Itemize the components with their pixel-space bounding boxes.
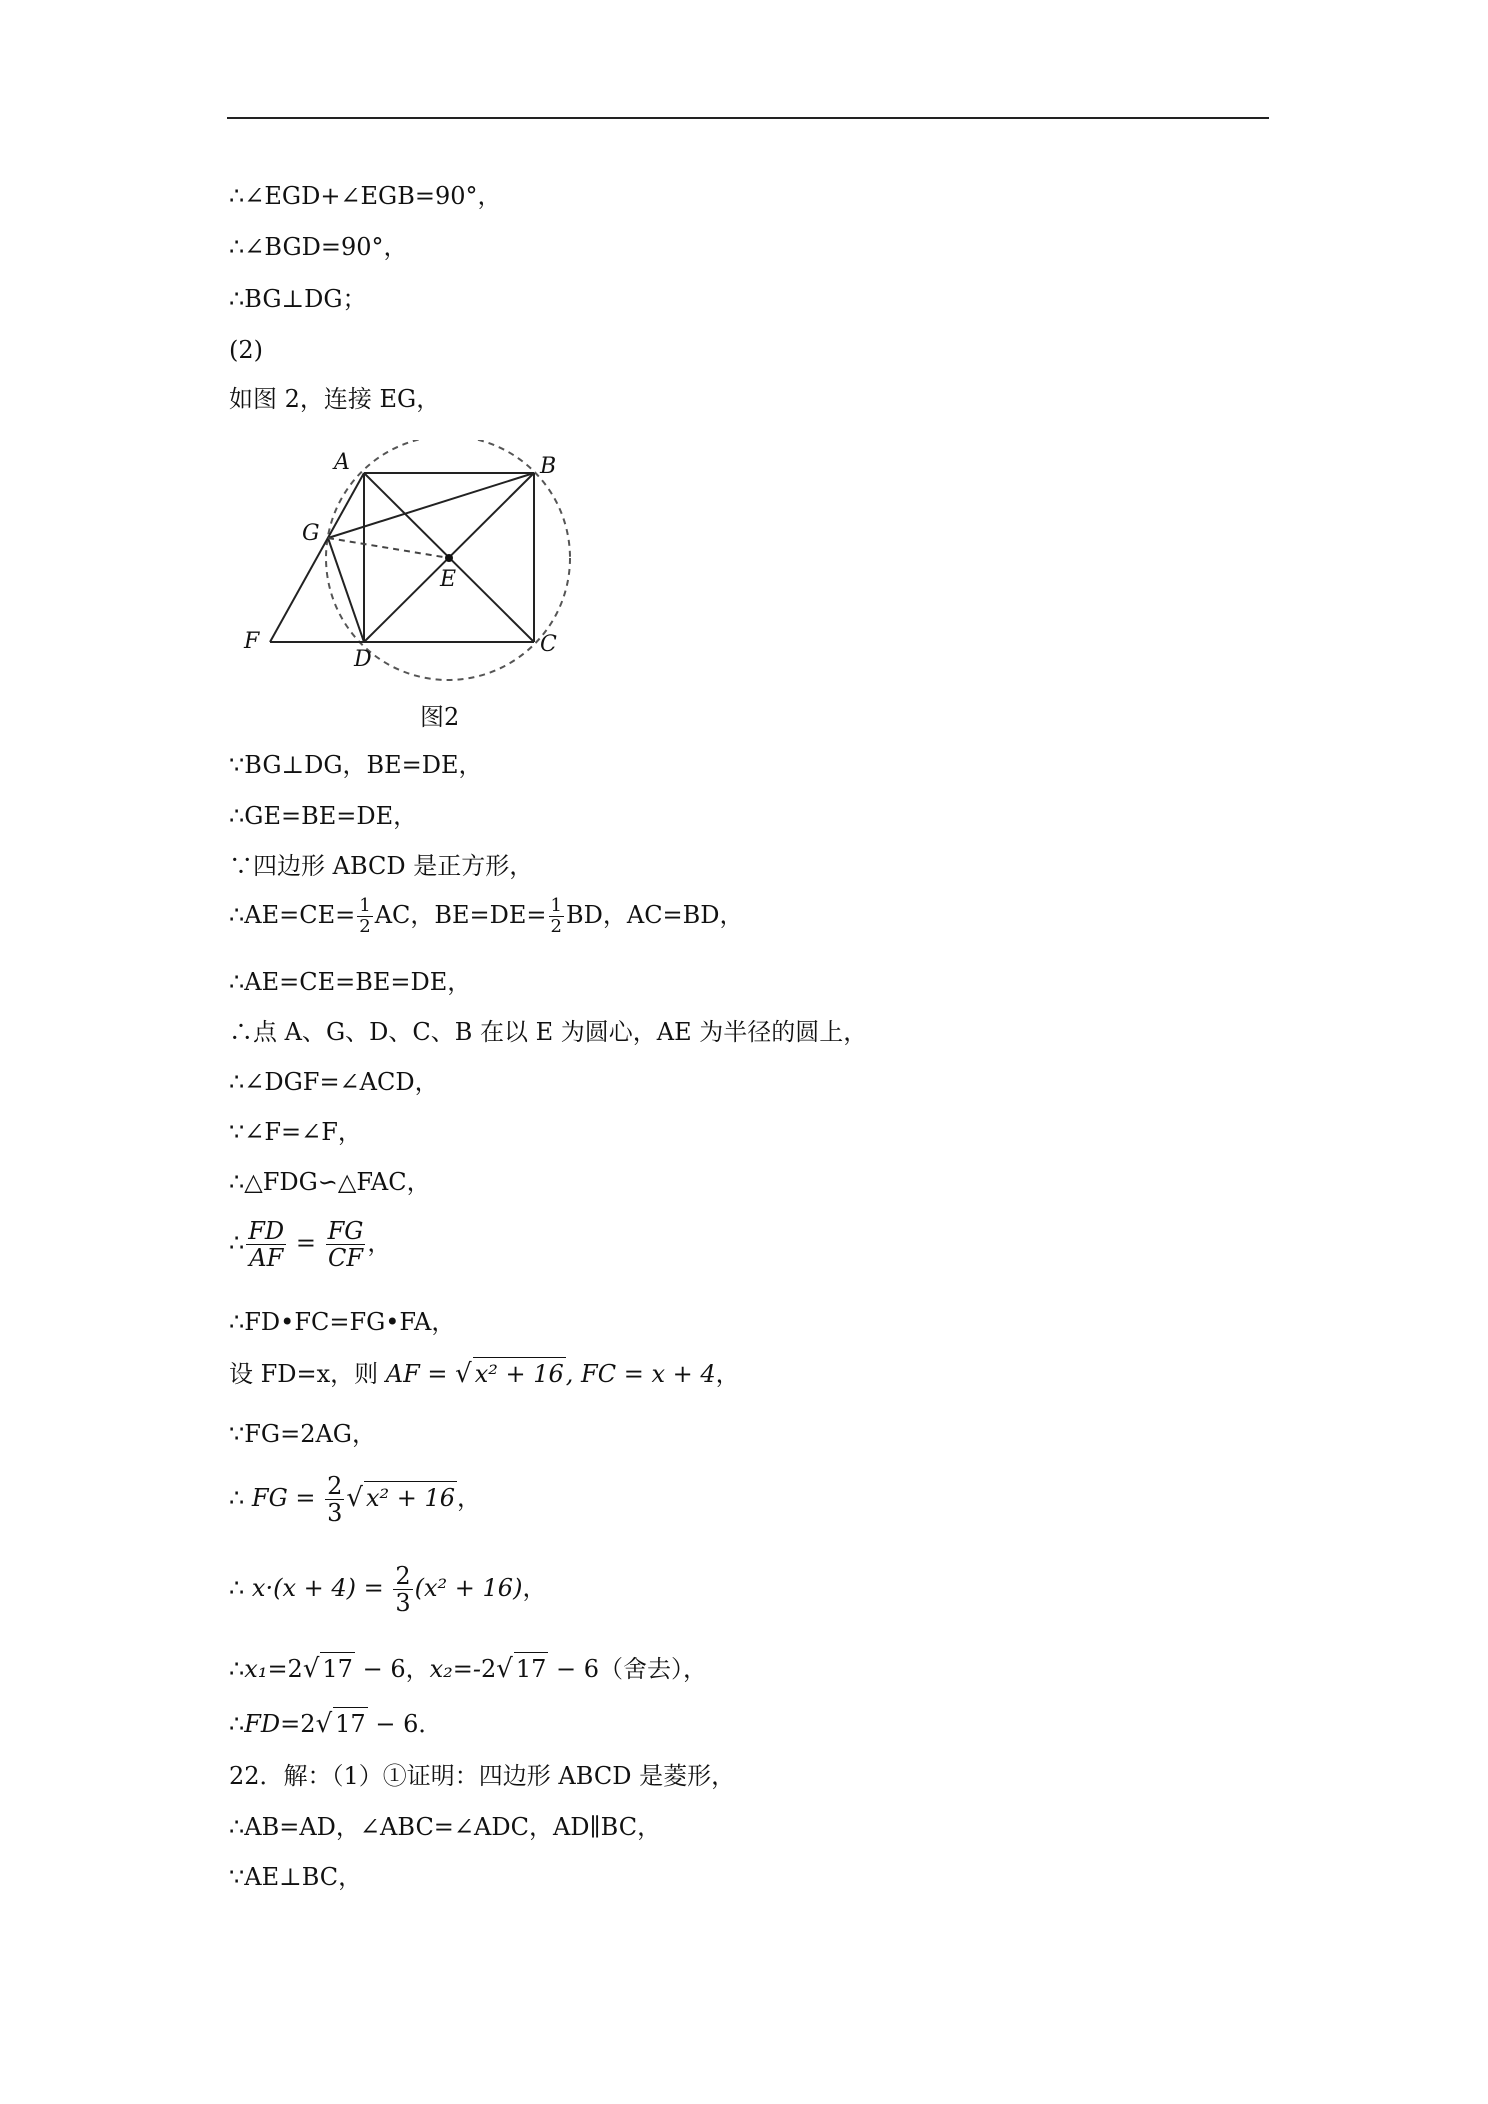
equation-line: ∴ FG = $\frac{2}{3}$ √ x² + 16，: [229, 1472, 482, 1527]
text-segment: − 6: [548, 1655, 600, 1683]
text-line: 22．解：（1）①证明：四边形 ABCD 是菱形，: [229, 1762, 736, 1790]
text-segment: ，: [367, 1229, 392, 1257]
label-e: E: [440, 567, 457, 592]
equation-line: [229, 896, 744, 937]
radicand: 17: [514, 1652, 549, 1685]
text-segment: x₁=: [244, 1655, 288, 1683]
text-line: 如图 2，连接 EG，: [229, 385, 441, 413]
text-line: ∴BG⊥DG；: [229, 285, 367, 313]
text-segment: x·(x + 4) =: [251, 1574, 392, 1602]
text-segment: ∴: [229, 1655, 245, 1683]
text-segment: FG =: [251, 1484, 324, 1512]
text-segment: − 6: [354, 1655, 406, 1683]
fraction-two-thirds: $\frac{2}{3}$: [327, 1472, 343, 1527]
segment-fa: [270, 473, 364, 642]
text-segment: ，: [683, 1655, 708, 1683]
text-segment: ∴: [229, 1484, 245, 1512]
center-point-e: [445, 554, 453, 562]
text-segment: − 6: [367, 1710, 419, 1738]
label-a: A: [334, 450, 350, 475]
radicand: x² + 16: [364, 1481, 457, 1514]
text-segment: 2: [300, 1710, 316, 1738]
text-segment: AF =: [385, 1360, 456, 1388]
text-segment: ．: [418, 1710, 443, 1738]
fraction-two-thirds: $\frac{2}{3}$: [395, 1562, 411, 1617]
text-line: ∵BG⊥DG，BE=DE，: [229, 751, 483, 779]
text-segment: （舍去）: [599, 1655, 684, 1683]
figure-caption: 图2: [420, 703, 460, 731]
text-segment: ，: [405, 1655, 430, 1683]
text-segment: 设 FD=x，则: [229, 1360, 386, 1388]
text-segment: ，: [457, 1484, 482, 1512]
header-rule: [227, 117, 1269, 119]
text-segment: ，: [715, 1360, 740, 1388]
label-g: G: [302, 521, 320, 546]
text-segment: FD=: [244, 1710, 301, 1738]
text-line: ∴∠BGD=90°，: [229, 233, 408, 261]
equation-line: 设 FD=x，则 AF = √ x² + 16, FC = x + 4，: [229, 1359, 740, 1389]
text-segment: 2: [480, 1655, 497, 1683]
label-b: B: [540, 454, 557, 479]
label-c: C: [540, 632, 557, 657]
text-segment: 2: [287, 1655, 303, 1683]
fraction-half: $\frac{1}{2}$: [550, 895, 562, 937]
fraction-fg-cf: $\frac{FG}{CF}$: [327, 1217, 364, 1272]
text-segment: ∴AE=CE=: [229, 901, 356, 929]
text-segment: AC，BE=DE=: [374, 901, 547, 929]
equation-line: ∴x₁=2√ 17 − 6，x₂=-2√ 17 − 6（舍去），: [229, 1654, 708, 1684]
text-line: ∵FG=2AG，: [229, 1420, 376, 1448]
equation-line: ∴FD=2√ 17 − 6．: [229, 1709, 443, 1739]
text-line: ∴△FDG∽△FAC，: [229, 1168, 431, 1196]
text-line: ∴∠DGF=∠ACD，: [229, 1068, 439, 1096]
text-line: ∵AE⊥BC，: [229, 1863, 363, 1891]
text-segment: ∴: [229, 1710, 245, 1738]
text-segment: BD，AC=BD，: [565, 901, 744, 929]
text-line: ∵∠F=∠F，: [229, 1118, 362, 1146]
equation-line: [229, 1563, 546, 1616]
text-segment: , FC = x + 4: [565, 1360, 716, 1388]
text-line: ∴∠EGD+∠EGB=90°，: [229, 182, 502, 210]
text-line: ∴FD•FC=FG•FA，: [229, 1308, 456, 1336]
text-line: ∴AB=AD，∠ABC=∠ADC，AD∥BC，: [229, 1813, 662, 1841]
text-segment: (x² + 16): [414, 1574, 523, 1602]
text-line: ∴点 A、G、D、C、B 在以 E 为圆心，AE 为半径的圆上，: [229, 1018, 868, 1046]
text-line: ∴AE=CE=BE=DE，: [229, 968, 472, 996]
fraction-half: $\frac{1}{2}$: [359, 895, 371, 937]
geometry-figure: [230, 440, 590, 695]
label-d: D: [354, 647, 372, 672]
fraction-fd-af: $\frac{FD}{AF}$: [248, 1217, 285, 1272]
text-segment: ∴: [229, 1229, 245, 1257]
text-line: ∴GE=BE=DE，: [229, 802, 418, 830]
segment-ge: [328, 538, 449, 558]
text-segment: ，: [522, 1574, 547, 1602]
label-f: F: [244, 629, 260, 654]
text-line: ∵四边形 ABCD 是正方形，: [229, 852, 534, 880]
text-segment: x₂=-: [429, 1655, 481, 1683]
text-line: (2): [229, 336, 263, 364]
radicand: x² + 16: [473, 1357, 566, 1390]
equation-line: ∴ $\frac{FD}{AF}$ = $\frac{FG}{CF}$ ，: [229, 1217, 392, 1272]
text-segment: ∴: [229, 1574, 245, 1602]
radicand: 17: [320, 1652, 355, 1685]
radicand: 17: [333, 1707, 368, 1740]
